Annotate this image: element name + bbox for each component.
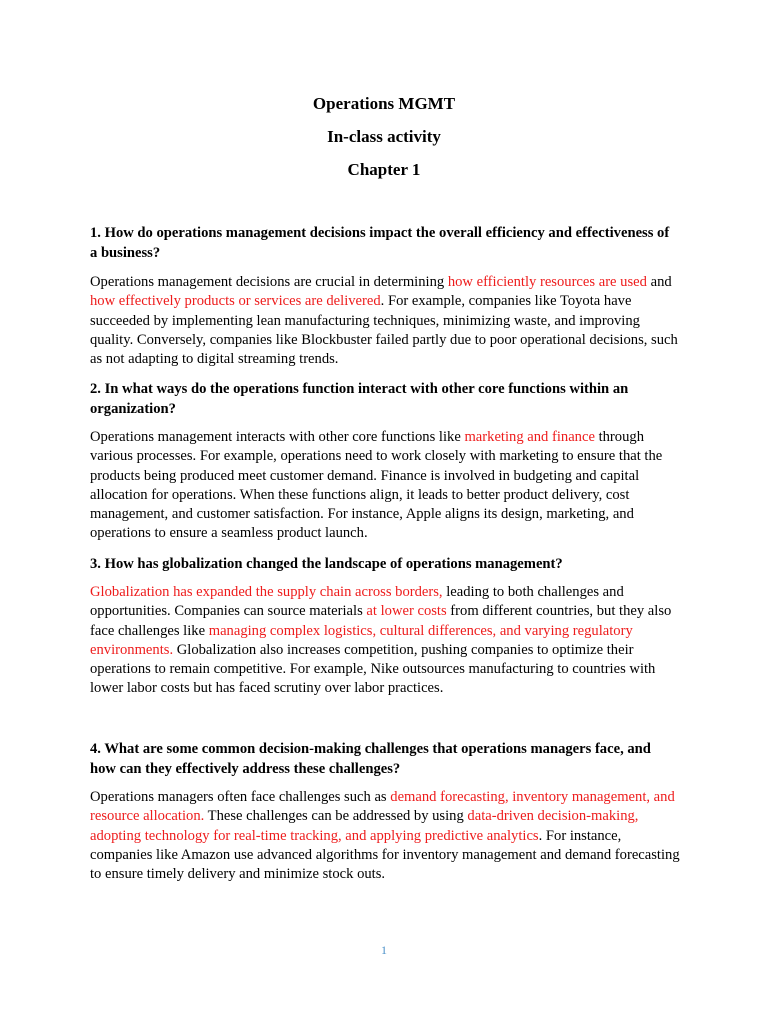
- answer-text: and: [646, 274, 672, 290]
- highlighted-phrase: at lower costs: [366, 603, 447, 620]
- answer-text: through various processes. For example, operations need to work closely with marketing to ensure that the products being produced meet customer demand. Finance is involved in budgeting and capital allocation for operations. When these functions align, it leads to better product delivery, cost management, and customer satisfaction. For instance, Apple aligns its design, marketing, and operations to ensure a seamless product launch.: [90, 429, 663, 542]
- question-4: 4. What are some common decision-making challenges that operations managers face, and how can they effectively address these challenges?: [90, 741, 651, 777]
- answer-text: Operations managers often face challenges such as: [90, 789, 391, 805]
- highlighted-phrase: managing complex logistics, cultural differences, and varying regulatory environments.: [90, 622, 633, 658]
- answer-text: . For example, companies like Toyota have succeeded by implementing lean manufacturing techniques, minimizing waste, and improving quality. Conversely, companies like Blockbuster failed partly due to poor operational decisions, such as not adapting to digital streaming trends.: [90, 293, 678, 368]
- document-subtitle: In-class activity: [327, 127, 441, 146]
- answer-text: from different countries, but they also face challenges like: [90, 603, 672, 639]
- answer-text: These challenges can be addressed by using: [204, 808, 468, 825]
- document-title: Operations MGMT: [312, 94, 456, 113]
- answer-4: [90, 788, 685, 884]
- question-2: 2. In what ways do the operations function interact with other core functions within an organization?: [90, 381, 629, 417]
- highlighted-phrase: how efficiently resources are used: [447, 274, 647, 290]
- highlighted-phrase: demand forecasting, inventory management, and resource allocation.: [90, 789, 675, 825]
- page-number: 1: [381, 943, 387, 957]
- highlighted-phrase: Globalization has expanded the supply chain across borders,: [90, 584, 443, 600]
- answer-2: [90, 428, 685, 544]
- question-3: 3. How has globalization changed the landscape of operations management?: [90, 556, 563, 572]
- chapter-heading: Chapter 1: [347, 160, 421, 179]
- answer-text: Globalization also increases competition, pushing companies to optimize their operations to remain competitive. For example, Nike outsources manufacturing to countries with lower labor costs but has faced scrutiny over labor practices.: [90, 641, 656, 697]
- answer-text: Operations management decisions are crucial in determining: [90, 274, 448, 290]
- answer-3: [90, 583, 685, 699]
- highlighted-phrase: how effectively products or services are delivered: [90, 293, 381, 310]
- answer-text: . For instance, companies like Amazon use advanced algorithms for inventory management and demand forecasting to ensure timely delivery and minimize stock outs.: [90, 827, 680, 883]
- question-1: 1. How do operations management decisions impact the overall efficiency and effectiveness of a business?: [90, 225, 670, 261]
- highlighted-phrase: marketing and finance: [464, 429, 595, 445]
- answer-text: Operations management interacts with other core functions like: [90, 429, 465, 445]
- answer-text: leading to both challenges and opportunities. Companies can source materials: [90, 584, 624, 620]
- answer-1: [90, 273, 685, 369]
- highlighted-phrase: data-driven decision-making, adopting technology for real-time tracking, and applying predictive analytics: [90, 808, 639, 844]
